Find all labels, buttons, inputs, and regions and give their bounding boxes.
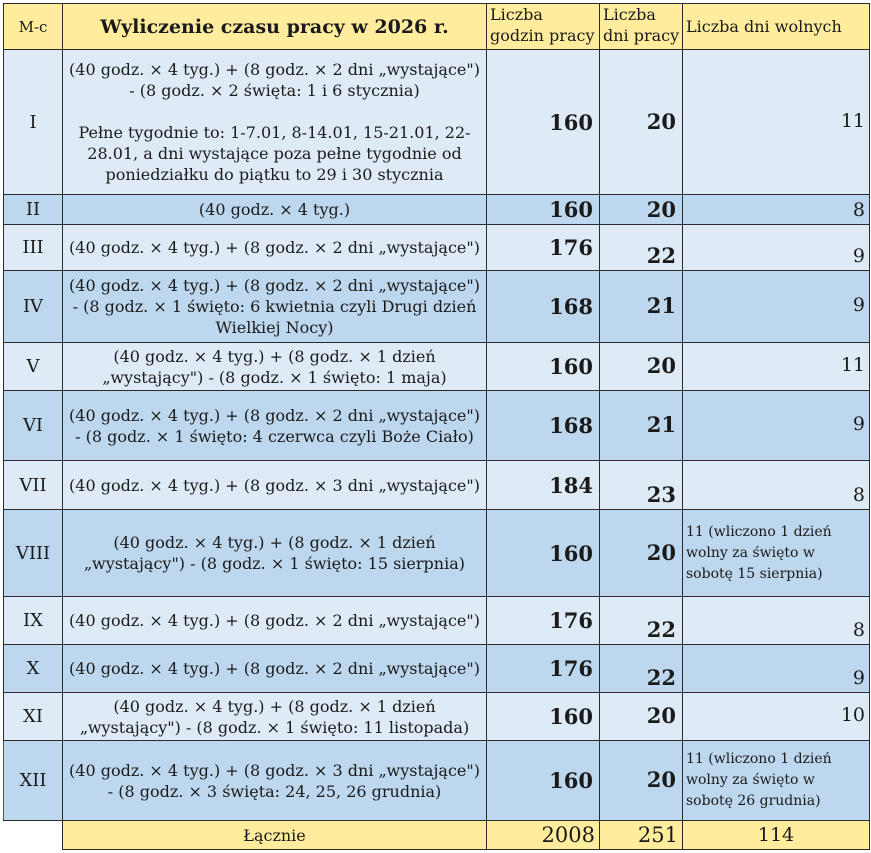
free-days-cell[interactable]: 11 (wliczono 1 dzień wolny za święto w sobotę 26 grudnia) <box>683 741 870 821</box>
header-free-days[interactable]: Liczba dni wolnych <box>683 4 870 50</box>
month-cell[interactable]: V <box>4 343 63 391</box>
description-cell[interactable] <box>63 50 487 195</box>
hours-cell[interactable]: 176 <box>487 597 600 645</box>
month-cell[interactable]: I <box>4 50 63 195</box>
total-free-days[interactable]: 114 <box>683 821 870 850</box>
description-cell[interactable]: (40 godz. × 4 tyg.) + (8 godz. × 3 dni „wystające") - (8 godz. × 3 święta: 24, 25, 26 grudnia) <box>63 741 487 821</box>
free-days-cell[interactable]: 11 <box>683 50 870 195</box>
description-cell[interactable]: (40 godz. × 4 tyg.) + (8 godz. × 2 dni „wystające") <box>63 225 487 271</box>
hours-cell[interactable]: 160 <box>487 510 600 597</box>
total-row <box>4 821 870 850</box>
description-formula: (40 godz. × 4 tyg.) + (8 godz. × 2 dni „wystające") - (8 godz. × 2 święta: 1 i 6 stycznia) <box>69 60 480 100</box>
table-row <box>4 645 870 693</box>
days-cell[interactable]: 22 <box>600 645 683 693</box>
total-days[interactable]: 251 <box>600 821 683 850</box>
free-days-cell[interactable]: 8 <box>683 461 870 510</box>
description-cell[interactable]: (40 godz. × 4 tyg.) <box>63 195 487 225</box>
month-cell[interactable]: IV <box>4 271 63 343</box>
header-title[interactable]: Wyliczenie czasu pracy w 2026 r. <box>63 4 487 50</box>
description-cell[interactable]: (40 godz. × 4 tyg.) + (8 godz. × 1 dzień „wystający") - (8 godz. × 1 święto: 11 listopada) <box>63 693 487 741</box>
header-month[interactable]: M-c <box>4 4 63 50</box>
hours-cell[interactable]: 176 <box>487 645 600 693</box>
description-cell[interactable]: (40 godz. × 4 tyg.) + (8 godz. × 2 dni „wystające") - (8 godz. × 1 święto: 6 kwietnia czyli Drugi dzień Wielkiej Nocy) <box>63 271 487 343</box>
table-row <box>4 225 870 271</box>
description-cell[interactable]: (40 godz. × 4 tyg.) + (8 godz. × 1 dzień „wystający") - (8 godz. × 1 święto: 15 sierpnia) <box>63 510 487 597</box>
description-cell[interactable]: (40 godz. × 4 tyg.) + (8 godz. × 1 dzień „wystający") - (8 godz. × 1 święto: 1 maja) <box>63 343 487 391</box>
free-days-cell[interactable]: 8 <box>683 597 870 645</box>
month-cell[interactable]: VII <box>4 461 63 510</box>
description-cell[interactable]: (40 godz. × 4 tyg.) + (8 godz. × 2 dni „wystające") - (8 godz. × 1 święto: 4 czerwca czyli Boże Ciało) <box>63 391 487 461</box>
month-cell[interactable]: IX <box>4 597 63 645</box>
description-note: Pełne tygodnie to: 1-7.01, 8-14.01, 15-21.01, 22-28.01, a dni wystające poza pełne tygodnie od poniedziałku do piątku to 29 i 30 stycznia <box>78 123 471 184</box>
hours-cell[interactable]: 160 <box>487 741 600 821</box>
table-row <box>4 597 870 645</box>
header-days[interactable]: Liczba dni pracy <box>600 4 683 50</box>
table-row <box>4 271 870 343</box>
table-row <box>4 510 870 597</box>
total-hours[interactable]: 2008 <box>487 821 600 850</box>
days-cell[interactable]: 22 <box>600 597 683 645</box>
selection-edge <box>3 741 4 820</box>
hours-cell[interactable]: 168 <box>487 391 600 461</box>
free-days-cell[interactable]: 9 <box>683 271 870 343</box>
hours-cell[interactable]: 176 <box>487 225 600 271</box>
days-cell[interactable]: 20 <box>600 693 683 741</box>
hours-cell[interactable]: 160 <box>487 343 600 391</box>
month-cell[interactable]: XI <box>4 693 63 741</box>
hours-cell[interactable]: 184 <box>487 461 600 510</box>
work-time-table <box>3 3 870 850</box>
days-cell[interactable]: 22 <box>600 225 683 271</box>
free-days-cell[interactable]: 10 <box>683 693 870 741</box>
table-row <box>4 343 870 391</box>
hours-cell[interactable]: 160 <box>487 195 600 225</box>
month-cell[interactable]: III <box>4 225 63 271</box>
description-cell[interactable]: (40 godz. × 4 tyg.) + (8 godz. × 3 dni „wystające") <box>63 461 487 510</box>
table-row <box>4 693 870 741</box>
days-cell[interactable]: 23 <box>600 461 683 510</box>
free-days-cell[interactable]: 9 <box>683 645 870 693</box>
days-cell[interactable]: 20 <box>600 741 683 821</box>
days-cell[interactable]: 21 <box>600 391 683 461</box>
free-days-cell[interactable]: 11 (wliczono 1 dzień wolny za święto w sobotę 15 sierpnia) <box>683 510 870 597</box>
description-cell[interactable]: (40 godz. × 4 tyg.) + (8 godz. × 2 dni „wystające") <box>63 597 487 645</box>
table-row <box>4 391 870 461</box>
total-label[interactable]: Łącznie <box>63 821 487 850</box>
free-days-cell[interactable]: 11 <box>683 343 870 391</box>
month-cell[interactable]: XII <box>4 741 63 821</box>
days-cell[interactable]: 20 <box>600 510 683 597</box>
month-cell[interactable]: II <box>4 195 63 225</box>
month-cell[interactable]: VIII <box>4 510 63 597</box>
table-row <box>4 50 870 195</box>
free-days-cell[interactable]: 9 <box>683 391 870 461</box>
hours-cell[interactable]: 160 <box>487 693 600 741</box>
table-row <box>4 741 870 821</box>
free-days-cell[interactable]: 8 <box>683 195 870 225</box>
days-cell[interactable]: 20 <box>600 50 683 195</box>
days-cell[interactable]: 21 <box>600 271 683 343</box>
description-cell[interactable]: (40 godz. × 4 tyg.) + (8 godz. × 2 dni „wystające") <box>63 645 487 693</box>
month-cell[interactable]: X <box>4 645 63 693</box>
header-hours[interactable]: Liczba godzin pracy <box>487 4 600 50</box>
free-days-cell[interactable]: 9 <box>683 225 870 271</box>
days-cell[interactable]: 20 <box>600 343 683 391</box>
month-cell[interactable]: VI <box>4 391 63 461</box>
table-row <box>4 195 870 225</box>
empty-cell[interactable] <box>4 821 63 850</box>
hours-cell[interactable]: 168 <box>487 271 600 343</box>
hours-cell[interactable]: 160 <box>487 50 600 195</box>
days-cell[interactable]: 20 <box>600 195 683 225</box>
table-row <box>4 461 870 510</box>
